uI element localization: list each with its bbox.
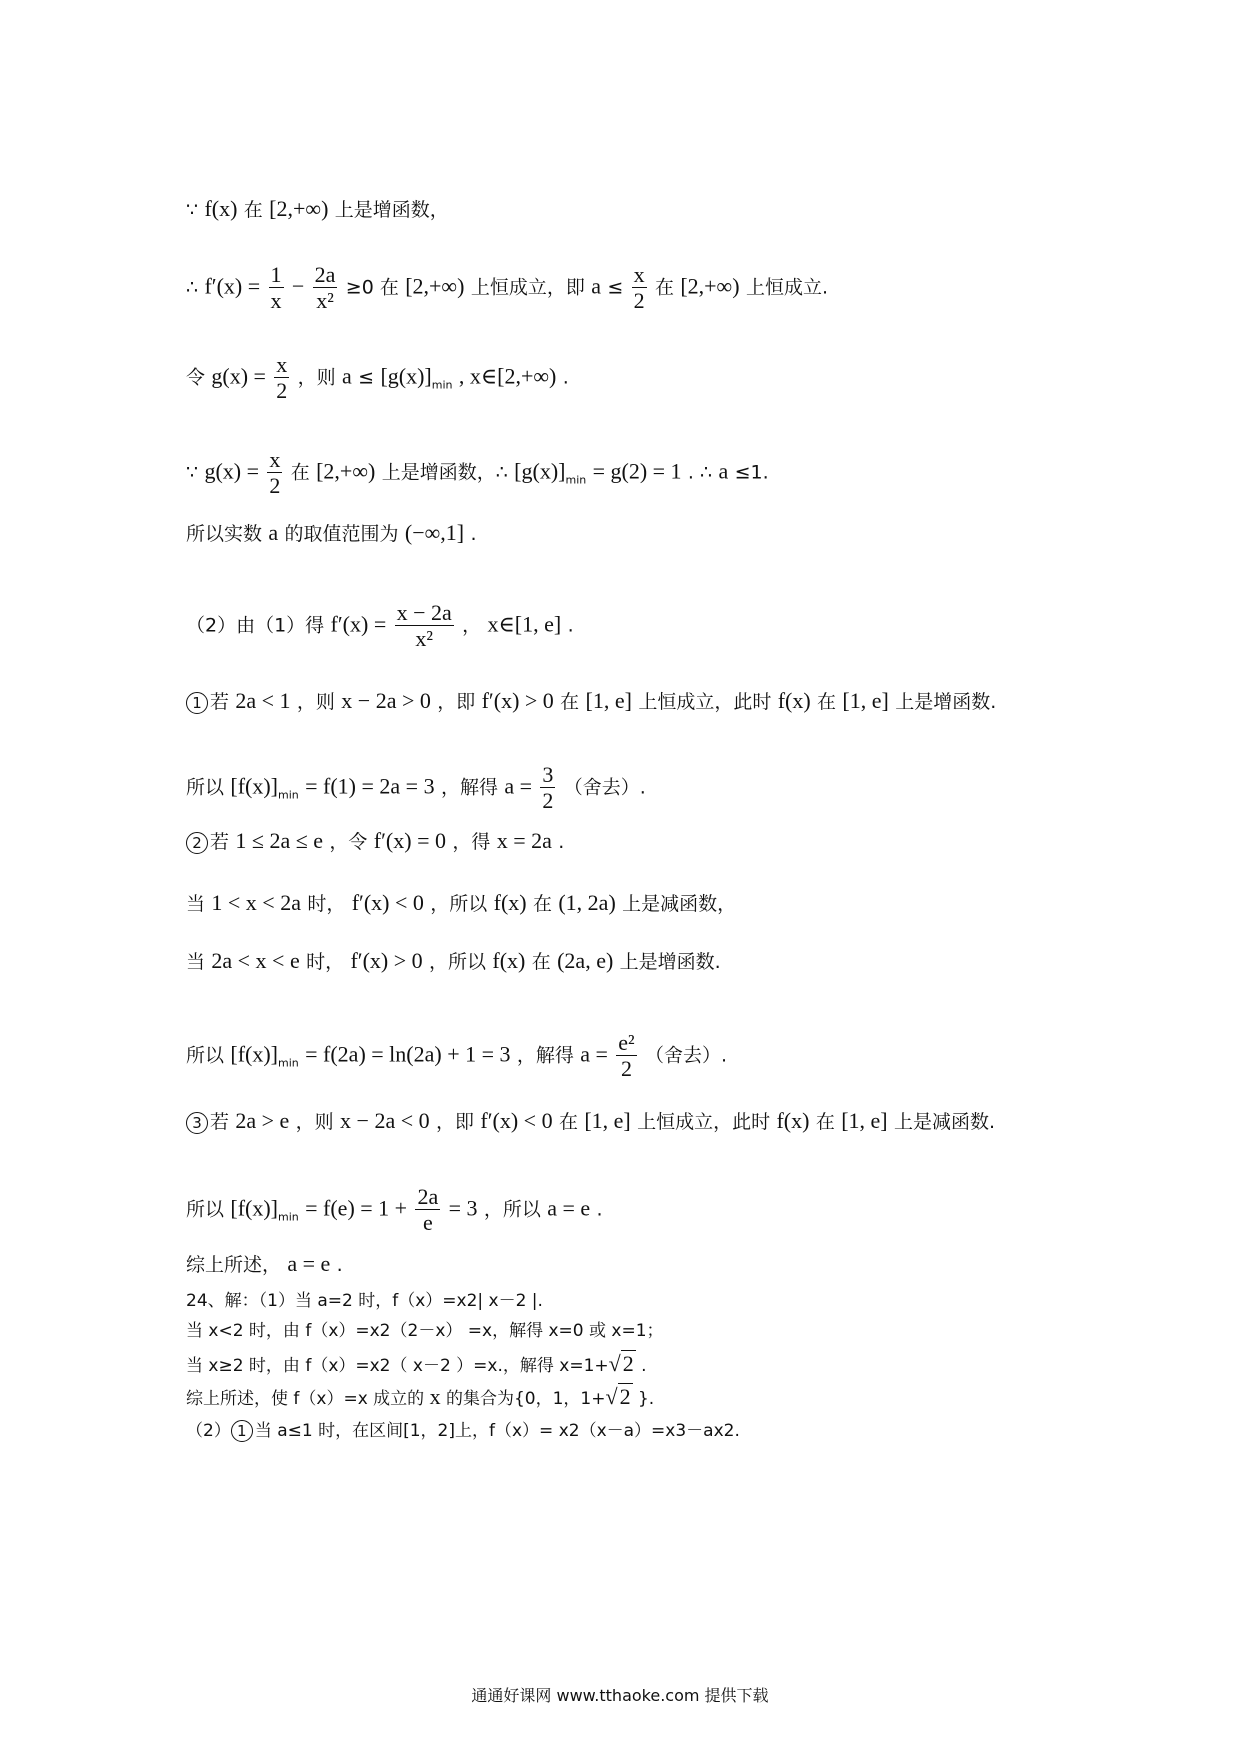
fraction: $\frac{x}{2}$ [633,262,645,314]
proof-line-3 [186,352,569,404]
math-expr: f′(x) = [204,273,261,299]
line-text: 上恒成立，即 [470,276,585,299]
math-expr: [2,+∞) [405,273,465,299]
line-text: ≤ [607,276,624,299]
line-text: 在 [654,276,674,299]
math-expr: 2a > e [235,1108,290,1133]
line-text: （2）由（1）得 [186,614,325,637]
fraction: $\frac{x}{2}$ [269,447,281,499]
proof-line-4 [186,447,769,499]
line-text: ，即 [436,1111,475,1133]
line-text: 的取值范围为 [284,523,399,545]
line-text: 在 [817,691,837,713]
line-text: 若 [210,1111,230,1133]
line-text: 当 x<2 时，由 f（x）=x2（2－x） =x，解得 x=0 或 x=1； [186,1321,664,1341]
math-expr: f′(x) < 0 [351,890,424,915]
math-expr: f′(x) > 0 [481,688,554,713]
math-expr: x = 2a [496,828,552,853]
line-text: ， [462,614,482,637]
solution-24-line-3 [186,1353,647,1375]
math-expr: [1, e] [841,1108,888,1133]
line-text: ，所以 [430,893,488,915]
line-text: 上是增函数，∴ [381,461,508,484]
fraction: $\frac{x}{2}$ [276,352,288,404]
math-expr: [f(x)] [230,773,279,799]
math-expr: a [718,458,729,484]
proof-line-7 [186,690,996,714]
math-expr: [2,+∞) [316,458,376,484]
subscript-min: min [278,1210,299,1224]
line-text: 在 [815,1111,835,1133]
line-text: . [470,523,477,545]
proof-line-1 [186,198,449,220]
page-footer: 通通好课网 www.tthaoke.com 提供下载 [471,1686,769,1705]
line-text: 上是增函数， [334,199,449,221]
math-expr: a [591,273,601,299]
fraction: $\frac{2a}{e}$ [417,1184,439,1236]
line-text: 时， [306,951,345,973]
subscript-min: min [278,1056,299,1070]
subscript-min: min [565,473,587,487]
line-text: 所以实数 [186,523,263,545]
math-expr: [2,+∞) [680,273,740,299]
line-text: 所以 [186,1044,225,1067]
line-text: ，则 [297,366,336,389]
math-expr: = g(2) = 1 [592,458,682,484]
line-text: 当 a≤1 时，在区间[1，2]上，f（x）= x2（x－a）=x3－ax2. [254,1421,740,1441]
line-text: ≤1. [734,461,769,484]
line-text: ，即 [437,691,476,713]
math-expr: f(x) [493,890,527,915]
line-text: 在 [532,893,552,915]
line-text: 若 [210,691,230,713]
math-expr: [2,+∞) [269,196,329,221]
solution-24-line-1 [186,1293,543,1310]
line-text: . [596,1198,603,1221]
math-expr: [g(x)] [514,458,566,484]
line-text: . [641,1356,647,1376]
math-expr: a = [504,773,532,799]
fraction: $\frac{2a}{\text{x²}}$ [314,262,336,314]
therefore-symbol: ∴ [186,276,199,299]
because-symbol: ∵ [186,461,199,484]
line-text: 在 [290,461,310,484]
math-expr: a = e [287,1251,331,1276]
math-expr: [f(x)] [230,1195,279,1221]
line-text: . [336,1254,343,1276]
line-text: 在 [560,691,580,713]
math-expr: g(x) = [211,363,266,389]
subscript-min: min [278,788,299,802]
proof-line-14 [186,1184,603,1236]
math-expr: [1, e] [585,688,632,713]
math-expr: x∈[1, e] [487,611,562,637]
line-text: . [562,366,569,389]
math-expr: = 3 [448,1195,478,1221]
proof-line-2: ∴ f′(x) = $\frac{1}{x}$ − $\frac{2a}{\text{x²}}$ ≥0 在 [2,+∞) 上恒成立，即 a ≤ $\frac{x}{2}$ 在 [2,+∞) 上恒成立. [186,262,828,314]
math-expr: x − 2a > 0 [341,688,431,713]
fraction: $\frac{\text{e²}}{2}$ [618,1030,635,1082]
math-expr: a [268,520,279,545]
line-text: }. [637,1389,655,1409]
circled-number: 3 [186,1112,208,1134]
math-expr: g(x) = [204,458,260,484]
proof-line-6 [186,600,574,652]
math-expr: [f(x)] [230,1041,279,1067]
math-expr: a [342,363,352,389]
line-text: 上是增函数. [895,691,997,713]
line-text: 所以 [186,1198,225,1221]
line-text: 上是减函数， [622,893,737,915]
line-text: ，所以 [483,1198,541,1221]
line-text: 上恒成立，此时 [637,1111,771,1133]
line-text: . ∴ [687,461,713,484]
math-expr: x − 2a < 0 [340,1108,430,1133]
line-text: （2） [186,1421,231,1441]
line-text: 在 [531,951,551,973]
fraction: $\frac{x - 2a}{\text{x²}}$ [396,600,452,652]
line-text: 综上所述，使 f（x）=x 成立的 [186,1389,425,1409]
line-text: . [558,831,565,853]
math-expr: = f(2a) = ln(2a) + 1 = 3 [305,1041,511,1067]
line-text: 在 [243,199,263,221]
line-text: 上恒成立. [745,276,828,299]
math-expr: (1, 2a) [558,890,616,915]
proof-line-11 [186,950,721,972]
sqrt-symbol: √2 [605,1384,631,1409]
math-expr: [1, e] [584,1108,631,1133]
math-expr: = f(e) = 1 + [305,1195,408,1221]
math-expr: f′(x) = 0 [373,828,446,853]
line-text: ，则 [296,691,335,713]
solution-24-line-5 [186,1420,740,1442]
solution-24-line-4 [186,1386,654,1408]
circled-number: 1 [231,1420,253,1442]
line-text: 24、解：（1）当 a=2 时，f（x）=x2| x－2 |. [186,1291,543,1311]
circled-number: 2 [186,832,208,854]
line-text: 当 [186,893,206,915]
line-text: 上是减函数. [893,1111,996,1133]
line-text: 上是增函数. [619,951,721,973]
math-expr: f′(x) = [330,611,387,637]
line-text: . [567,614,574,637]
math-expr: [g(x)] [380,363,432,389]
math-expr: a = e [547,1195,591,1221]
proof-line-9 [186,830,564,854]
proof-line-8 [186,762,646,814]
math-expr: f(x) [776,1108,810,1133]
line-text: ≤ [358,366,375,389]
line-text: 若 [210,831,230,853]
line-text: 所以 [186,776,225,799]
sqrt-symbol: √2 [608,1351,634,1376]
math-expr: (2a, e) [557,948,614,973]
line-text: 综上所述， [186,1254,282,1276]
line-text: 的集合为{0，1，1+ [445,1389,606,1409]
circled-number: 1 [186,692,208,714]
line-text: ，解得 [440,776,498,799]
math-expr: 2a < 1 [235,688,291,713]
math-expr: f′(x) < 0 [480,1108,553,1133]
line-text: ，所以 [429,951,487,973]
line-text: ，解得 [516,1044,574,1067]
math-expr: 1 < x < 2a [211,890,301,915]
because-symbol: ∵ [186,199,199,221]
line-text: 时， [307,893,346,915]
math-expr: f(x) [777,688,811,713]
math-expr: f(x) [204,196,238,221]
math-expr: = f(1) = 2a = 3 [305,773,435,799]
fraction: $\frac{3}{2}$ [542,762,554,814]
line-text: ，得 [452,831,491,853]
math-expr: f(x) [492,948,526,973]
subscript-min: min [431,378,453,392]
math-expr: 2a < x < e [211,948,300,973]
proof-line-13 [186,1110,995,1134]
proof-line-10 [186,892,736,914]
proof-line-15 [186,1253,343,1275]
math-expr: 1 ≤ 2a ≤ e [235,828,324,853]
line-text: ≥0 在 [345,276,399,299]
line-text: ，令 [329,831,368,853]
math-expr: x [429,1384,441,1409]
line-text: 在 [558,1111,578,1133]
proof-line-12 [186,1030,727,1082]
math-expr: , x∈[2,+∞) [458,363,557,389]
math-expr: [1, e] [842,688,889,713]
line-text: 上恒成立，此时 [638,691,772,713]
math-expr: f′(x) > 0 [350,948,423,973]
line-text: 当 x≥2 时，由 f（x）=x2（ x－2 ）=x.，解得 x=1+ [186,1356,609,1376]
line-text: 令 [186,366,206,389]
fraction: $\frac{1}{x}$ [270,262,282,314]
proof-line-5 [186,522,477,544]
line-text: （舍去）. [645,1044,728,1067]
line-text: ，则 [295,1111,334,1133]
solution-24-line-2 [186,1323,664,1340]
math-expr: a = [580,1041,608,1067]
line-text: 当 [186,951,206,973]
line-text: （舍去）. [563,776,646,799]
math-expr: (−∞,1] [404,520,465,545]
